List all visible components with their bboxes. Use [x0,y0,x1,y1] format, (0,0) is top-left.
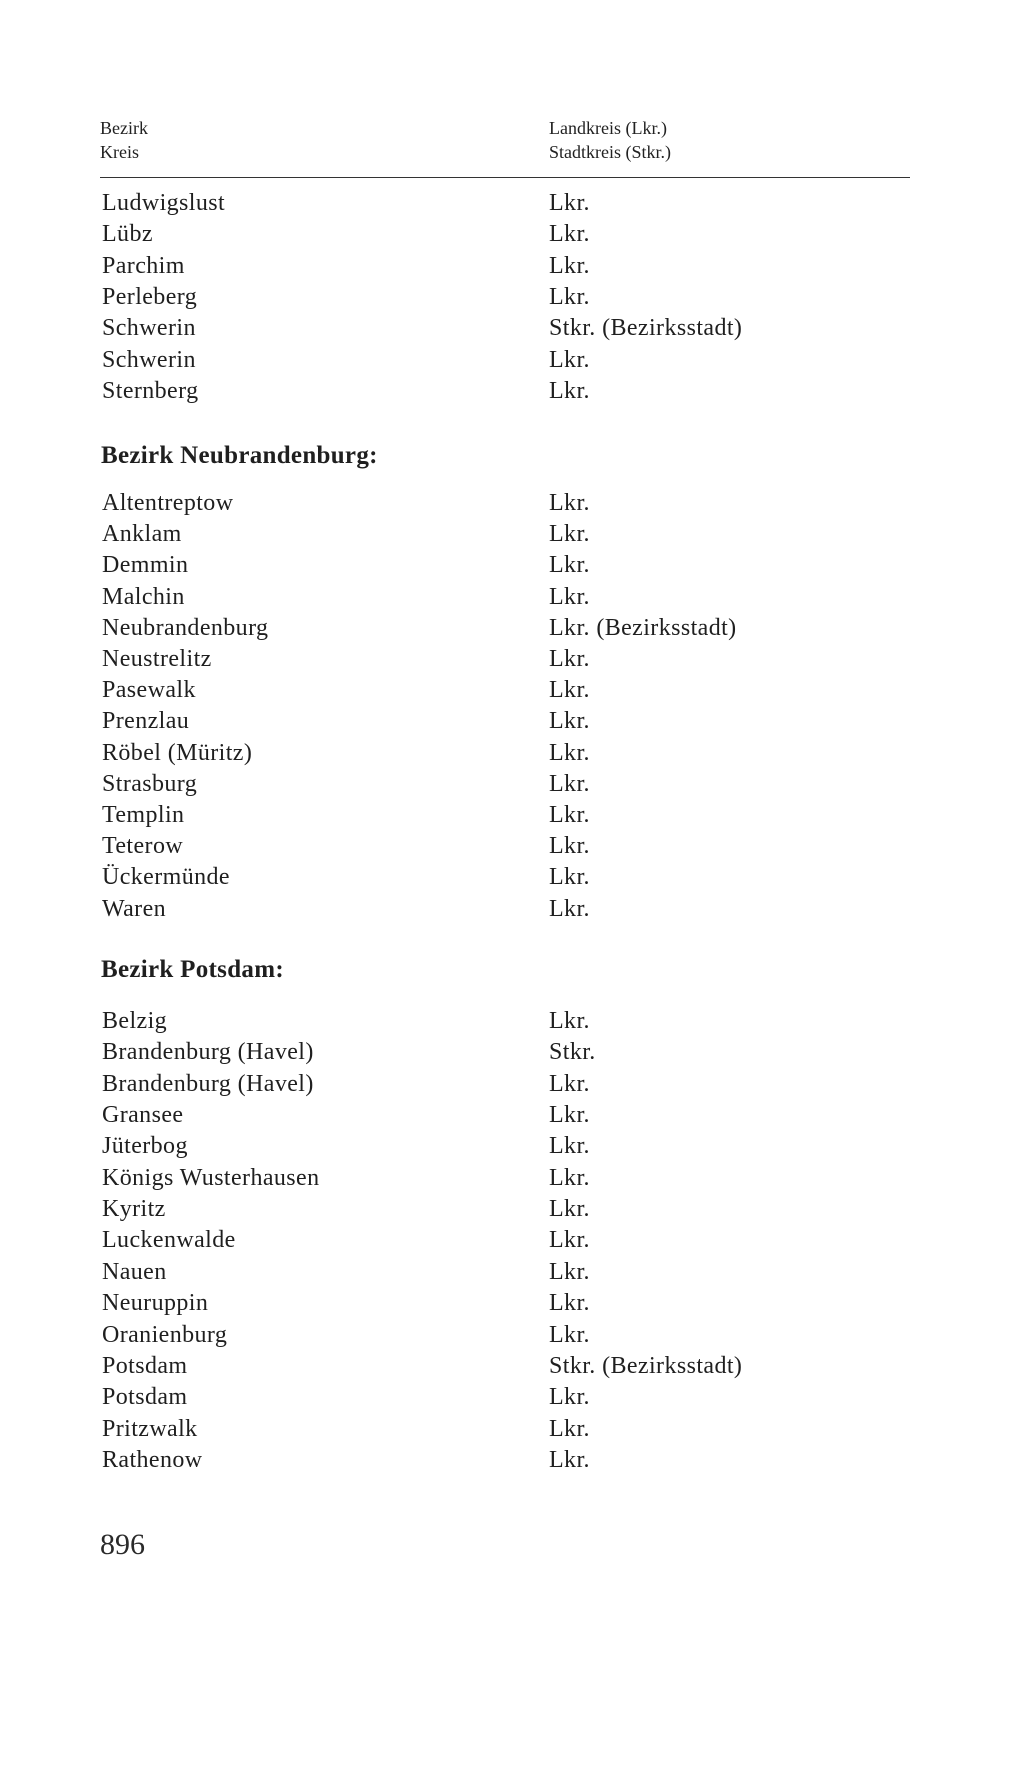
table-row [100,1350,900,1382]
section-heading-neubrandenburg: Bezirk Neubrandenburg: [101,442,378,469]
table-row [100,218,900,250]
table-row [100,1413,900,1445]
district-type: Lkr. [549,1133,590,1160]
district-name: Neustrelitz [102,646,212,672]
district-type: Lkr. [549,1258,590,1285]
district-type: Lkr. [549,1102,590,1129]
table-row [100,1381,900,1413]
district-name: Pasewalk [102,677,196,704]
column-header-left [100,116,148,164]
district-type: Lkr. [549,377,590,404]
table-row [100,1068,900,1100]
district-type: Lkr. [549,1196,590,1223]
district-name: Sternberg [102,377,199,404]
district-type: Lkr. [549,346,590,373]
header-kreis: Kreis [100,142,139,162]
district-name: Teterow [102,833,184,860]
district-type: Lkr. [549,1008,590,1034]
district-name: Templin [102,802,185,828]
district-name: Nauen [102,1258,167,1285]
table-row [100,581,900,613]
table-row [100,1256,900,1288]
district-name: Altentreptow [102,490,234,516]
district-name: Ludwigslust [102,190,226,216]
district-type: Lkr. [549,677,590,704]
table-row [100,643,900,675]
district-name: Neubrandenburg [102,614,269,641]
table-row [100,674,900,706]
table-row [100,187,900,219]
table-row [100,487,900,519]
district-type: Lkr. [549,1164,590,1191]
table-row [100,1130,900,1162]
table-row [100,518,900,550]
district-type: Lkr. [549,221,590,248]
table-row [100,281,900,313]
district-name: Parchim [102,252,185,279]
district-type: Lkr. [549,490,590,516]
table-row [100,344,900,376]
district-name: Anklam [102,521,182,548]
district-type: Lkr. [549,1290,590,1317]
table-row [100,1036,900,1068]
district-name: Potsdam [102,1352,188,1379]
district-name: Röbel (Müritz) [102,739,253,766]
district-type: Stkr. (Bezirksstadt) [549,1352,743,1379]
table-row [100,893,900,925]
district-type: Lkr. [549,770,590,797]
section-heading-potsdam: Bezirk Potsdam: [101,956,284,983]
district-name: Prenzlau [102,708,190,735]
district-type: Lkr. [549,1321,590,1348]
district-name: Potsdam [102,1384,188,1411]
district-name: Malchin [102,583,185,610]
table-row [100,250,900,282]
table-row [100,312,900,344]
district-type: Lkr. (Bezirksstadt) [549,614,737,641]
district-name: Neuruppin [102,1290,209,1317]
header-rule [100,177,910,178]
district-name: Jüterbog [102,1133,188,1160]
district-type: Lkr. [549,1227,590,1254]
district-type: Lkr. [549,190,590,216]
district-name: Kyritz [102,1196,166,1223]
table-row [100,768,900,800]
district-name: Schwerin [102,346,196,373]
district-name: Königs Wusterhausen [102,1164,320,1191]
district-type: Lkr. [549,1070,590,1097]
table-row [100,705,900,737]
page-number: 896 [100,1528,145,1561]
table-row [100,1193,900,1225]
district-name: Brandenburg (Havel) [102,1039,314,1066]
district-type: Lkr. [549,646,590,672]
header-bezirk: Bezirk [100,118,148,138]
table-row [100,830,900,862]
district-name: Demmin [102,552,189,579]
district-type: Lkr. [549,1415,590,1442]
table-row [100,1099,900,1131]
table-row [100,1005,900,1037]
table-row [100,1162,900,1194]
district-type: Lkr. [549,864,590,891]
district-name: Oranienburg [102,1321,228,1348]
district-type: Stkr. (Bezirksstadt) [549,315,743,342]
district-name: Perleberg [102,283,198,310]
district-name: Pritzwalk [102,1415,198,1442]
district-type: Lkr. [549,583,590,610]
district-type: Lkr. [549,895,590,922]
district-type: Lkr. [549,833,590,860]
header-landkreis: Landkreis (Lkr.) [549,118,667,138]
district-type: Lkr. [549,521,590,548]
district-name: Brandenburg (Havel) [102,1070,314,1097]
district-name: Schwerin [102,315,196,342]
table-row [100,549,900,581]
district-type: Lkr. [549,552,590,579]
table-row [100,737,900,769]
district-name: Strasburg [102,770,198,797]
district-type: Lkr. [549,1446,590,1473]
district-name: Belzig [102,1008,168,1034]
table-row [100,375,900,407]
district-type: Lkr. [549,739,590,766]
district-name: Ückermünde [102,864,230,891]
district-type: Lkr. [549,1384,590,1411]
table-row [100,799,900,831]
district-type: Stkr. [549,1039,596,1066]
table-row [100,1224,900,1256]
table-row [100,861,900,893]
district-name: Waren [102,895,167,922]
district-type: Lkr. [549,802,590,828]
district-type: Lkr. [549,708,590,735]
table-row [100,1287,900,1319]
district-type: Lkr. [549,283,590,310]
table-row [100,1444,900,1476]
district-name: Gransee [102,1102,184,1129]
table-row [100,612,900,644]
district-type: Lkr. [549,252,590,279]
district-name: Luckenwalde [102,1227,236,1254]
district-name: Rathenow [102,1446,203,1473]
table-row [100,1319,900,1351]
header-stadtkreis: Stadtkreis (Stkr.) [549,142,671,162]
district-name: Lübz [102,221,153,248]
column-header-right [549,116,671,164]
